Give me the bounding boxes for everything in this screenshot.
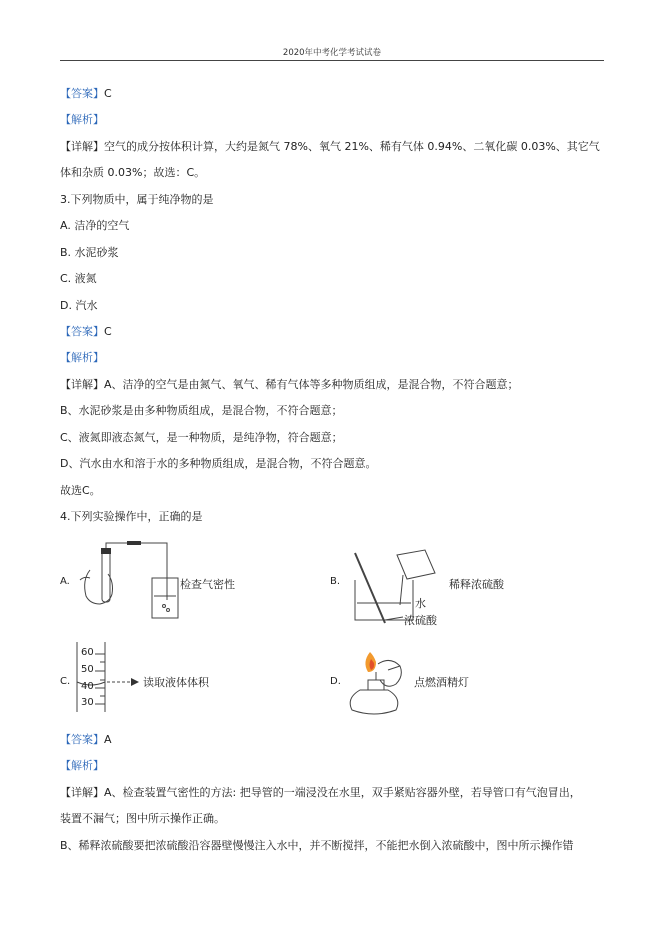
diagram-c-label: 读取液体体积	[143, 676, 209, 689]
answer-tag: 【答案】	[60, 733, 104, 746]
detail-tag: 【详解】	[60, 140, 104, 153]
diagram-c-letter: C.	[60, 676, 71, 687]
detail-2-line-1	[60, 378, 519, 392]
detail-2-line-2: B、水泥砂浆是由多种物质组成，是混合物，不符合题意；	[60, 404, 343, 417]
detail-3-line-2: 装置不漏气；图中所示操作正确。	[60, 812, 225, 825]
second-lamp-wick	[388, 666, 400, 670]
tick-label: 60	[81, 647, 94, 658]
diagram-d-letter: D.	[330, 676, 341, 687]
eye-icon	[131, 678, 139, 686]
answer-value: C	[104, 87, 112, 100]
glass-rod	[355, 553, 385, 623]
diagram-b-letter: B.	[330, 576, 341, 587]
detail-tag: 【详解】	[60, 378, 104, 391]
answer-1	[60, 87, 112, 101]
q3-option-c: C. 液氮	[60, 272, 97, 285]
question-4: 4.下列实验操作中，正确的是	[60, 510, 203, 523]
answer-value: C	[104, 325, 112, 338]
detail-3-line-3: B、稀释浓硫酸要把浓硫酸沿容器壁慢慢注入水中，并不断搅拌，不能把水倒入浓硫酸中，图中所示操作错	[60, 839, 574, 852]
hand-shape	[85, 570, 113, 604]
answer-tag: 【答案】	[60, 325, 104, 338]
page-header: 2020年中考化学考试试卷	[282, 48, 382, 58]
analysis-heading-2: 【解析】	[60, 351, 104, 364]
q3-option-a: A. 洁净的空气	[60, 219, 130, 232]
q3-option-d: D. 汽水	[60, 299, 98, 312]
answer-value: A	[104, 733, 112, 746]
analysis-heading-3: 【解析】	[60, 759, 104, 772]
answer-3	[60, 733, 112, 747]
bubble	[163, 605, 166, 608]
airtightness-diagram	[72, 540, 182, 625]
diagram-d-label: 点燃酒精灯	[414, 676, 469, 689]
detail-3-line-1	[60, 786, 581, 800]
pouring-stream	[400, 575, 403, 605]
minor-ticks	[100, 662, 105, 696]
detail-1-line-2: 体和杂质 0.03%；故选：C。	[60, 166, 206, 179]
answer-2	[60, 325, 112, 339]
header-divider	[60, 60, 604, 61]
detail-2-line-3: C、液氮即液态氮气，是一种物质，是纯净物，符合题意；	[60, 431, 343, 444]
stopper	[101, 548, 111, 554]
tick-label: 40	[81, 681, 94, 692]
conclusion-2: 故选C。	[60, 484, 101, 497]
pouring-beaker	[397, 550, 435, 579]
detail-2-line-4: D、汽水由水和溶于水的多种物质组成，是混合物，不符合题意。	[60, 457, 377, 470]
detail-tag: 【详解】	[60, 786, 104, 799]
detail-text: 空气的成分按体积计算，大约是氮气 78%、氧气 21%、稀有气体 0.94%、二氧化碳 0.03%、其它气	[104, 140, 600, 153]
diagram-a-label: 检查气密性	[180, 578, 235, 591]
delivery-tube	[106, 543, 167, 600]
second-lamp	[378, 660, 401, 686]
tick-label: 30	[81, 697, 94, 708]
question-3: 3.下列物质中，属于纯净物的是	[60, 193, 214, 206]
beaker	[152, 578, 178, 618]
diagram-b-label: 稀释浓硫酸	[449, 578, 504, 591]
water-label: 水	[415, 597, 426, 610]
bubble	[167, 609, 170, 612]
answer-tag: 【答案】	[60, 87, 104, 100]
detail-text: A、检查装置气密性的方法: 把导管的一端浸没在水里，双手紧贴容器外壁，若导管口有气泡冒出，	[104, 786, 581, 799]
tube-connector	[127, 541, 141, 545]
q3-option-b: B. 水泥砂浆	[60, 246, 119, 259]
lamp-body	[350, 690, 398, 714]
detail-text: A、洁净的空气是由氮气、氧气、稀有气体等多种物质组成，是混合物，不符合题意；	[104, 378, 519, 391]
detail-1-line-1	[60, 140, 600, 154]
alcohol-lamp-diagram	[340, 640, 415, 720]
tick-label: 50	[81, 664, 94, 675]
analysis-heading-1: 【解析】	[60, 113, 104, 126]
acid-label: 浓硫酸	[404, 614, 437, 627]
diagram-a-letter: A.	[60, 576, 70, 587]
